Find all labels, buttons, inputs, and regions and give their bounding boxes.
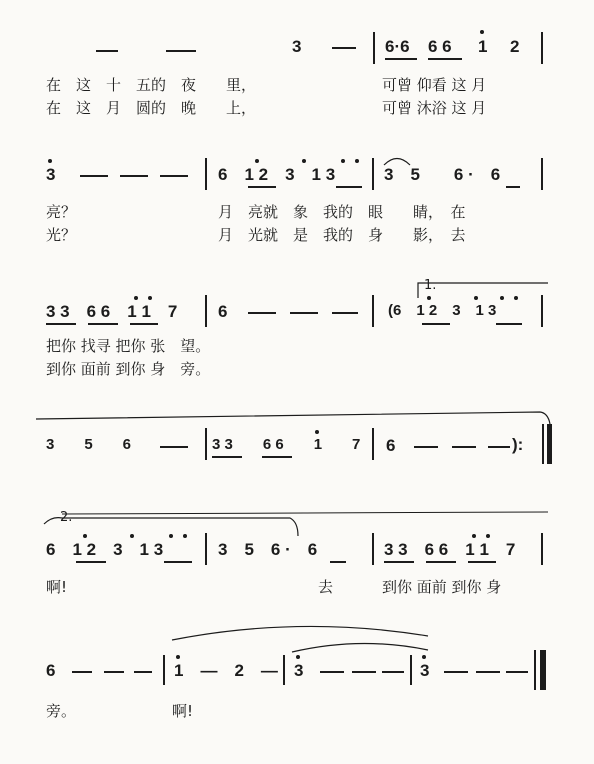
- high-dot: [422, 655, 426, 659]
- dash: [452, 446, 476, 448]
- dash: [444, 671, 468, 673]
- note: 6: [46, 661, 56, 680]
- barline: [163, 655, 165, 685]
- underline: [88, 323, 118, 325]
- barline: [410, 655, 412, 685]
- dash: [332, 47, 356, 49]
- barline: [541, 158, 543, 190]
- barline: [542, 424, 544, 464]
- note: 3: [46, 165, 56, 184]
- lyric-verse-1: 可曾 仰看 这 月: [382, 76, 487, 94]
- note: 6 1 2 3 1 3: [218, 165, 336, 184]
- second-ending-label: 2.: [60, 510, 73, 525]
- lyric-verse-2: 月 光就 是 我的 身 影， 去: [218, 226, 466, 244]
- underline: [422, 323, 450, 325]
- lyric-verse-2: 到你 面前 到你 身 旁。: [46, 360, 211, 378]
- dash: [166, 50, 196, 52]
- high-dot: [472, 534, 476, 538]
- slur: [172, 626, 428, 640]
- dash: [414, 446, 438, 448]
- high-dot: [169, 534, 173, 538]
- note: 3 3 6 6 1 1 7: [46, 302, 178, 321]
- lyric: 啊!: [172, 702, 194, 720]
- high-dot: [148, 296, 152, 300]
- dash: [352, 671, 376, 673]
- dash: [160, 446, 188, 448]
- underline: [212, 456, 242, 458]
- note: 6 1 2 3 1 3: [46, 540, 164, 559]
- barline: [372, 295, 374, 327]
- high-dot: [355, 159, 359, 163]
- barline: [205, 295, 207, 327]
- barline: [372, 533, 374, 565]
- barline: [372, 158, 374, 190]
- barline: [541, 533, 543, 565]
- repeat-end: ):: [512, 435, 524, 454]
- underline: [428, 58, 462, 60]
- high-dot: [500, 296, 504, 300]
- barline: [283, 655, 285, 685]
- high-dot: [474, 296, 478, 300]
- high-dot: [296, 655, 300, 659]
- underline: [262, 456, 292, 458]
- underline: [164, 561, 192, 563]
- lyric-verse-1: 月 亮就 象 我的 眼 睛， 在: [218, 203, 466, 221]
- dash: [134, 671, 152, 673]
- note: 3: [420, 661, 430, 680]
- note: 3 5 6 · 6: [384, 165, 501, 184]
- high-dot: [48, 159, 52, 163]
- high-dot: [130, 534, 134, 538]
- first-ending-label: 1.: [424, 278, 437, 293]
- high-dot: [176, 655, 180, 659]
- lyric-verse-1: 在 这 十 五的 夜 里，: [46, 76, 257, 94]
- underline: [46, 323, 76, 325]
- barline: [372, 428, 374, 460]
- note: 3 3 6 6 1 7: [212, 436, 361, 453]
- dash: [382, 671, 404, 673]
- final-barline: [540, 650, 546, 690]
- underline: [384, 561, 414, 563]
- lyric-verse-2: 在 这 月 圆的 晚 上，: [46, 99, 257, 117]
- lyric: 旁。: [46, 702, 77, 720]
- barline: [541, 295, 543, 327]
- high-dot: [427, 296, 431, 300]
- high-dot: [514, 296, 518, 300]
- high-dot: [183, 534, 187, 538]
- dash: [72, 671, 92, 673]
- high-dot: [341, 159, 345, 163]
- note: 3 3 6 6 1 1 7: [384, 540, 516, 559]
- note: 1: [478, 37, 488, 56]
- note: 3 5 6 · 6: [218, 540, 318, 559]
- dash: [506, 671, 528, 673]
- second-ending-line: [62, 512, 548, 514]
- note: 3: [292, 37, 302, 56]
- barline: [205, 533, 207, 565]
- dash: [120, 175, 148, 177]
- dash: [80, 175, 108, 177]
- high-dot: [315, 430, 319, 434]
- lyric: 到你 面前 到你 身: [382, 578, 502, 596]
- barline: [541, 32, 543, 64]
- dash: [96, 50, 118, 52]
- underline: [330, 561, 346, 563]
- lyric-verse-1: 亮？: [46, 203, 77, 221]
- note: (6 1 2 3 1 3: [388, 302, 497, 319]
- high-dot: [486, 534, 490, 538]
- lyric-verse-1: 把你 找寻 把你 张 望。: [46, 337, 211, 355]
- dash: [320, 671, 344, 673]
- final-barline: [547, 424, 552, 464]
- high-dot: [134, 296, 138, 300]
- dash: [160, 175, 188, 177]
- underline: [130, 323, 158, 325]
- dash: [290, 312, 318, 314]
- high-dot: [255, 159, 259, 163]
- tie: [292, 643, 428, 652]
- underline: [76, 561, 106, 563]
- note: 3: [294, 661, 304, 680]
- underline: [468, 561, 496, 563]
- first-ending-bracket: [418, 283, 548, 298]
- barline: [373, 32, 375, 64]
- slur: [36, 412, 550, 424]
- underline: [506, 186, 520, 188]
- lyric: 去: [318, 578, 334, 596]
- note: 6: [386, 436, 396, 455]
- underline: [385, 58, 417, 60]
- note: 2: [510, 37, 520, 56]
- underline: [496, 323, 522, 325]
- dash: [332, 312, 358, 314]
- dash: [476, 671, 500, 673]
- note: 6 6: [428, 37, 452, 56]
- barline: [205, 158, 207, 190]
- high-dot: [480, 30, 484, 34]
- high-dot: [83, 534, 87, 538]
- dash: [248, 312, 276, 314]
- underline: [336, 186, 362, 188]
- note: 6·6: [385, 37, 410, 56]
- lyric: 啊!: [46, 578, 68, 596]
- note: 6: [218, 302, 228, 321]
- barline: [205, 428, 207, 460]
- note: 3 5 6: [46, 436, 132, 453]
- barline: [534, 650, 536, 690]
- underline: [426, 561, 456, 563]
- high-dot: [302, 159, 306, 163]
- note: 1 — 2 —: [174, 661, 278, 680]
- dash: [104, 671, 124, 673]
- lyric-verse-2: 可曾 沐浴 这 月: [382, 99, 487, 117]
- lyric-verse-2: 光？: [46, 226, 77, 244]
- underline: [248, 186, 276, 188]
- dash: [488, 446, 510, 448]
